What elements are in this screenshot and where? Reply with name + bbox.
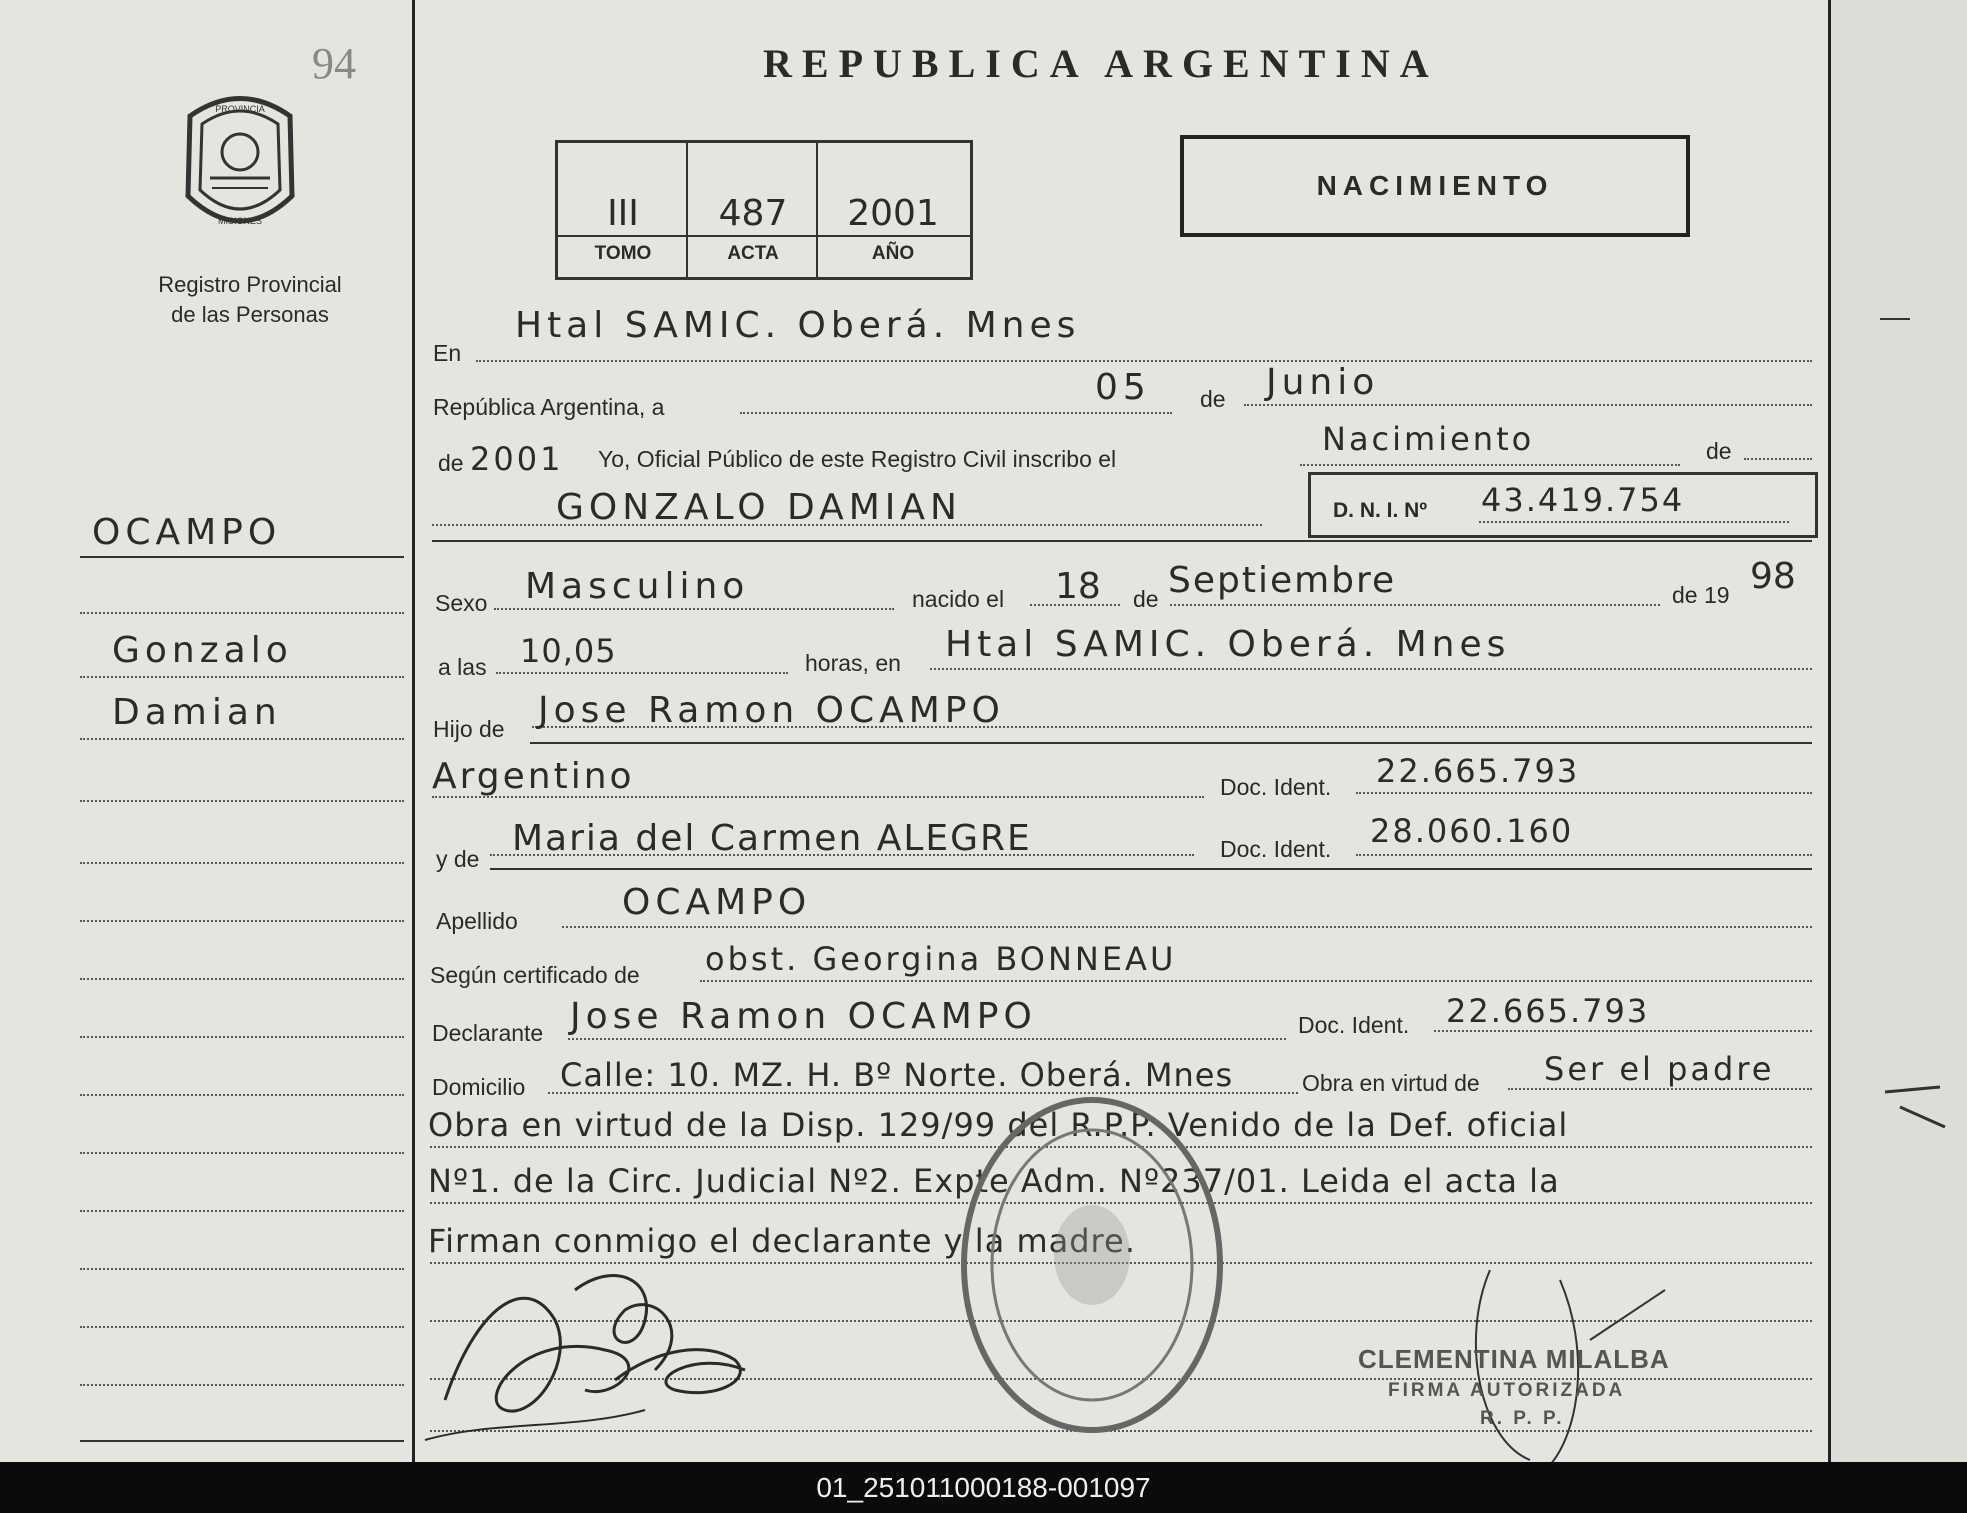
horas-label: horas, en xyxy=(805,650,901,676)
de3-label: de xyxy=(1706,438,1732,464)
note-line-3: Firman conmigo el declarante y la madre. xyxy=(428,1222,1136,1260)
nacimiento-value: Nacimiento xyxy=(1322,420,1535,458)
official-name: CLEMENTINA MILALBA xyxy=(1358,1344,1670,1374)
page-number: 94 xyxy=(312,39,356,88)
father-nationality: Argentino xyxy=(432,756,635,797)
time-value: 10,05 xyxy=(520,632,617,670)
republica-label: República Argentina, a xyxy=(433,394,665,420)
child-name: GONZALO DAMIAN xyxy=(556,487,962,528)
margin-divider xyxy=(412,0,415,1462)
en-value: Htal SAMIC. Oberá. Mnes xyxy=(515,305,1081,346)
footer-id: 01_251011000188-001097 xyxy=(0,1462,1967,1513)
declarante-doc: 22.665.793 xyxy=(1446,992,1650,1030)
doc1-label: Doc. Ident. xyxy=(1220,774,1332,800)
declarante-value: Jose Ramon OCAMPO xyxy=(570,996,1037,1037)
official-role: FIRMA AUTORIZADA xyxy=(1388,1380,1626,1401)
declarante-label: Declarante xyxy=(432,1020,544,1046)
dni-box xyxy=(1308,472,1818,538)
father-value: Jose Ramon OCAMPO xyxy=(538,690,1005,731)
declarant-signature-icon xyxy=(415,1250,795,1460)
registry-line-2: de las Personas xyxy=(171,302,329,327)
tomo-value: III xyxy=(607,193,639,234)
de-label: de xyxy=(1200,386,1226,412)
oficial-text: Yo, Oficial Público de este Registro Civil inscribo el xyxy=(598,446,1117,472)
margin-surname: OCAMPO xyxy=(92,512,282,553)
edge-tick-icon xyxy=(1880,1082,1950,1132)
province-seal-icon xyxy=(170,86,310,238)
document-title: REPUBLICA ARGENTINA xyxy=(763,41,1439,86)
registry-name xyxy=(130,270,370,330)
dni-label: D. N. I. Nº xyxy=(1333,499,1428,522)
sexo-label: Sexo xyxy=(435,590,488,616)
next-page-edge xyxy=(1831,0,1967,1462)
hijo-label: Hijo de xyxy=(433,716,505,742)
edge-mark xyxy=(1880,318,1910,320)
official-stamp-icon xyxy=(955,1090,1230,1440)
day-value: 05 xyxy=(1095,367,1151,408)
obra-value: Ser el padre xyxy=(1544,1050,1775,1088)
dni-value: 43.419.754 xyxy=(1481,481,1685,519)
record-number-box xyxy=(555,140,973,280)
official-office: R. P. P. xyxy=(1480,1408,1565,1429)
note-line-2: Nº1. de la Circ. Judicial Nº2. Expte Adm. Nº237/01. Leida el acta la xyxy=(428,1162,1560,1200)
tomo-label: TOMO xyxy=(594,243,652,264)
year-value: 2001 xyxy=(470,440,564,478)
birth-day: 18 xyxy=(1055,566,1101,607)
acta-value: 487 xyxy=(718,193,788,234)
domicilio-value: Calle: 10. MZ. H. Bº Norte. Oberá. Mnes xyxy=(560,1056,1234,1094)
alas-label: a las xyxy=(438,654,487,680)
seal-text-top: PROVINCIA xyxy=(215,104,265,114)
en-label: En xyxy=(433,340,462,366)
birth-month: Septiembre xyxy=(1168,560,1397,601)
de4-label: de xyxy=(1133,586,1159,612)
margin-name-1: Gonzalo xyxy=(112,630,293,671)
father-doc: 22.665.793 xyxy=(1376,752,1580,790)
ano-label: AÑO xyxy=(871,243,915,264)
segun-value: obst. Georgina BONNEAU xyxy=(705,940,1177,978)
domicilio-label: Domicilio xyxy=(432,1074,526,1100)
nacido-label: nacido el xyxy=(912,586,1005,612)
ano-value: 2001 xyxy=(847,193,939,234)
apellido-value: OCAMPO xyxy=(622,882,812,923)
de5-label: de 19 xyxy=(1672,582,1730,608)
segun-label: Según certificado de xyxy=(430,962,640,988)
record-type: NACIMIENTO xyxy=(1316,170,1554,201)
month-value: Junio xyxy=(1266,362,1380,403)
mother-value: Maria del Carmen ALEGRE xyxy=(512,818,1032,859)
apellido-label: Apellido xyxy=(436,908,518,934)
obra-label: Obra en virtud de xyxy=(1302,1070,1480,1096)
doc3-label: Doc. Ident. xyxy=(1298,1012,1410,1038)
record-type-box xyxy=(1180,135,1690,237)
birth-year: 98 xyxy=(1750,556,1796,597)
mother-doc: 28.060.160 xyxy=(1370,812,1574,850)
registry-line-1: Registro Provincial xyxy=(158,272,342,297)
place-value: Htal SAMIC. Oberá. Mnes xyxy=(945,624,1511,665)
margin-name-2: Damian xyxy=(112,692,282,733)
note-line-1: Obra en virtud de la Disp. 129/99 del R.P.P. Venido de la Def. oficial xyxy=(428,1106,1569,1144)
de2-label: de xyxy=(438,450,464,476)
sexo-value: Masculino xyxy=(525,566,750,607)
acta-label: ACTA xyxy=(727,243,779,264)
doc2-label: Doc. Ident. xyxy=(1220,836,1332,862)
seal-text-bottom: MISIONES xyxy=(217,216,263,226)
yde-label: y de xyxy=(436,846,480,872)
